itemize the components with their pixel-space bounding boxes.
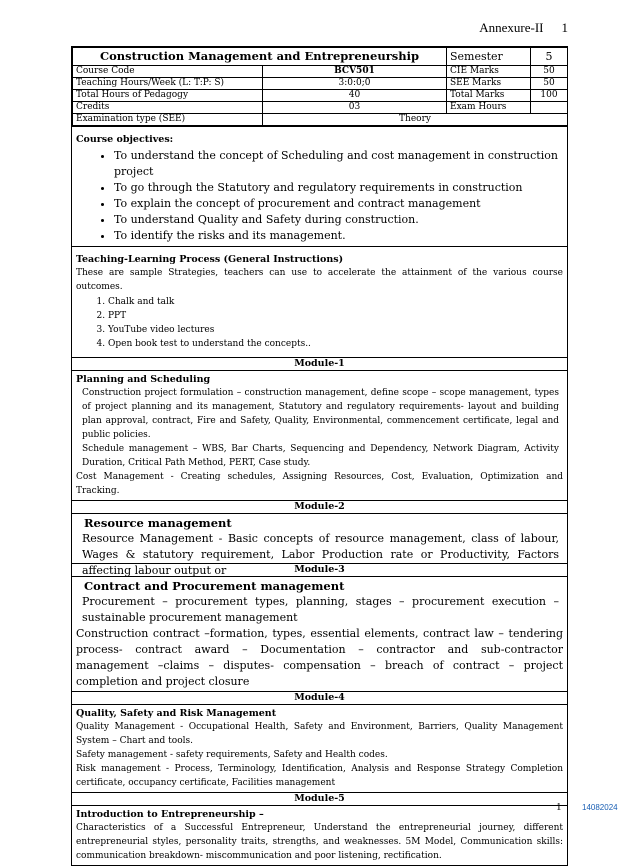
teaching-list <box>76 295 563 351</box>
module-5-para-1: Characteristics of a Successful Entrepreneur, Understand the entrepreneurial journey, different entrepreneurial styles, personality traits, strengths, and weaknesses. 5M Model, Communication skills: communication breakdown- miscommunication and poor listening, rectification. <box>76 823 563 861</box>
list-item: • To understand the concept of Scheduling and cost management in construction project <box>114 148 563 180</box>
row-value: 50 <box>531 66 568 78</box>
module-4-section <box>72 704 567 792</box>
module-4-para-2: Safety management - safety requirements, Safety and Health codes. <box>76 750 388 760</box>
row-label: Total Marks <box>447 90 531 102</box>
list-item: • To explain the concept of procurement and contract management <box>114 196 563 212</box>
semester-label: Semester <box>447 48 531 66</box>
table-row <box>73 90 568 102</box>
module-2-title: Resource management <box>84 516 232 530</box>
row-value: 40 <box>263 90 447 102</box>
row-value: BCV501 <box>263 66 447 78</box>
row-label: Exam Hours <box>447 102 531 114</box>
module-3-title: Contract and Procurement management <box>84 579 345 593</box>
list-item: 1. Chalk and talk <box>108 295 563 309</box>
row-value: 03 <box>263 102 447 114</box>
row-label: Course Code <box>73 66 263 78</box>
teaching-learning-section <box>72 246 567 353</box>
module-1-para-3: Cost Management - Creating schedules, Assigning Resources, Cost, Evaluation, Optimization and Tracking. <box>76 472 563 496</box>
module-3-section <box>72 576 567 691</box>
list-item: • To go through the Statutory and regulatory requirements in construction <box>114 180 563 196</box>
footer-doc-id: 14082024 <box>582 803 618 812</box>
module-1-para-2: Schedule management – WBS, Bar Charts, Sequencing and Dependency, Network Diagram, Activity Duration, Critical Path Method, PERT, Case study. <box>82 444 559 468</box>
module-4-para-3: Risk management - Process, Terminology, Identification, Analysis and Response Strategy Completion certificate, occupancy certificate, Facilities management <box>76 764 563 788</box>
semester-value: 5 <box>531 48 568 66</box>
row-label: Credits <box>73 102 263 114</box>
module-4-heading: Module-4 <box>72 691 567 704</box>
module-1-para-1: Construction project formulation – construction management, define scope – scope management, types of project planning and its management, Statutory and regulatory requirements- layout and building plan approval, contract, Fire and Safety, Quality, Environmental, commencement certificate, legal and public policies. <box>82 388 559 440</box>
module-2-para-1: Resource Management - Basic concepts of resource management, class of labour, Wages & statutory requirement, Labor Production rate or Productivity, Factors affecting labour output or <box>82 532 559 577</box>
teaching-intro: These are sample Strategies, teachers can use to accelerate the attainment of the various course outcomes. <box>76 268 563 292</box>
table-row <box>73 66 568 78</box>
annexure-header <box>479 20 568 36</box>
objectives-list <box>76 148 563 244</box>
annexure-label: Annexure-II <box>479 20 544 35</box>
course-info-table <box>72 47 568 126</box>
module-1-title: Planning and Scheduling <box>76 374 211 385</box>
syllabus-document <box>71 46 568 866</box>
row-label: CIE Marks <box>447 66 531 78</box>
list-item: 4. Open book test to understand the concepts.. <box>108 337 563 351</box>
table-row <box>73 114 568 126</box>
module-2-heading: Module-2 <box>72 500 567 513</box>
module-3-para-1: Procurement – procurement types, planning, stages – procurement execution – sustainable procurement management <box>82 595 559 624</box>
row-value: 3:0:0;0 <box>263 78 447 90</box>
list-item: • To understand Quality and Safety during construction. <box>114 212 563 228</box>
exam-type-value: Theory <box>263 114 568 126</box>
module-1-section <box>72 370 567 500</box>
header-page-number: 1 <box>561 20 568 35</box>
row-label: Total Hours of Pedagogy <box>73 90 263 102</box>
module-3-para-2: Construction contract –formation, types, essential elements, contract law – tendering process- contract award – Documentation – contractor and sub-contractor management –claims – disputes- compensation – breach of contract – project completion and project closure <box>76 627 563 688</box>
module-4-title: Quality, Safety and Risk Management <box>76 708 277 719</box>
row-value: 50 <box>531 78 568 90</box>
module-5-heading: Module-5 <box>72 792 567 805</box>
module-4-para-1: Quality Management - Occupational Health, Safety and Environment, Barriers, Quality Management System – Chart and tools. <box>76 722 563 746</box>
course-title: Construction Management and Entrepreneurship <box>73 48 447 66</box>
list-item: • To identify the risks and its management. <box>114 228 563 244</box>
table-row <box>73 78 568 90</box>
table-row <box>73 102 568 114</box>
objectives-title: Course objectives: <box>76 134 174 145</box>
teaching-title: Teaching-Learning Process (General Instructions) <box>76 254 344 265</box>
module-5-title: Introduction to Entrepreneurship – <box>76 809 264 820</box>
row-value: 100 <box>531 90 568 102</box>
row-value <box>531 102 568 114</box>
module-3-heading: Module-3 <box>72 563 567 576</box>
exam-type-label: Examination type (SEE) <box>73 114 263 126</box>
list-item: 2. PPT <box>108 309 563 323</box>
footer-page-number: 1 <box>556 801 562 813</box>
list-item: 3. YouTube video lectures <box>108 323 563 337</box>
module-1-heading: Module-1 <box>72 357 567 370</box>
row-label: SEE Marks <box>447 78 531 90</box>
module-5-section <box>72 805 567 865</box>
row-label: Teaching Hours/Week (L: T:P: S) <box>73 78 263 90</box>
course-objectives-section <box>72 126 567 246</box>
